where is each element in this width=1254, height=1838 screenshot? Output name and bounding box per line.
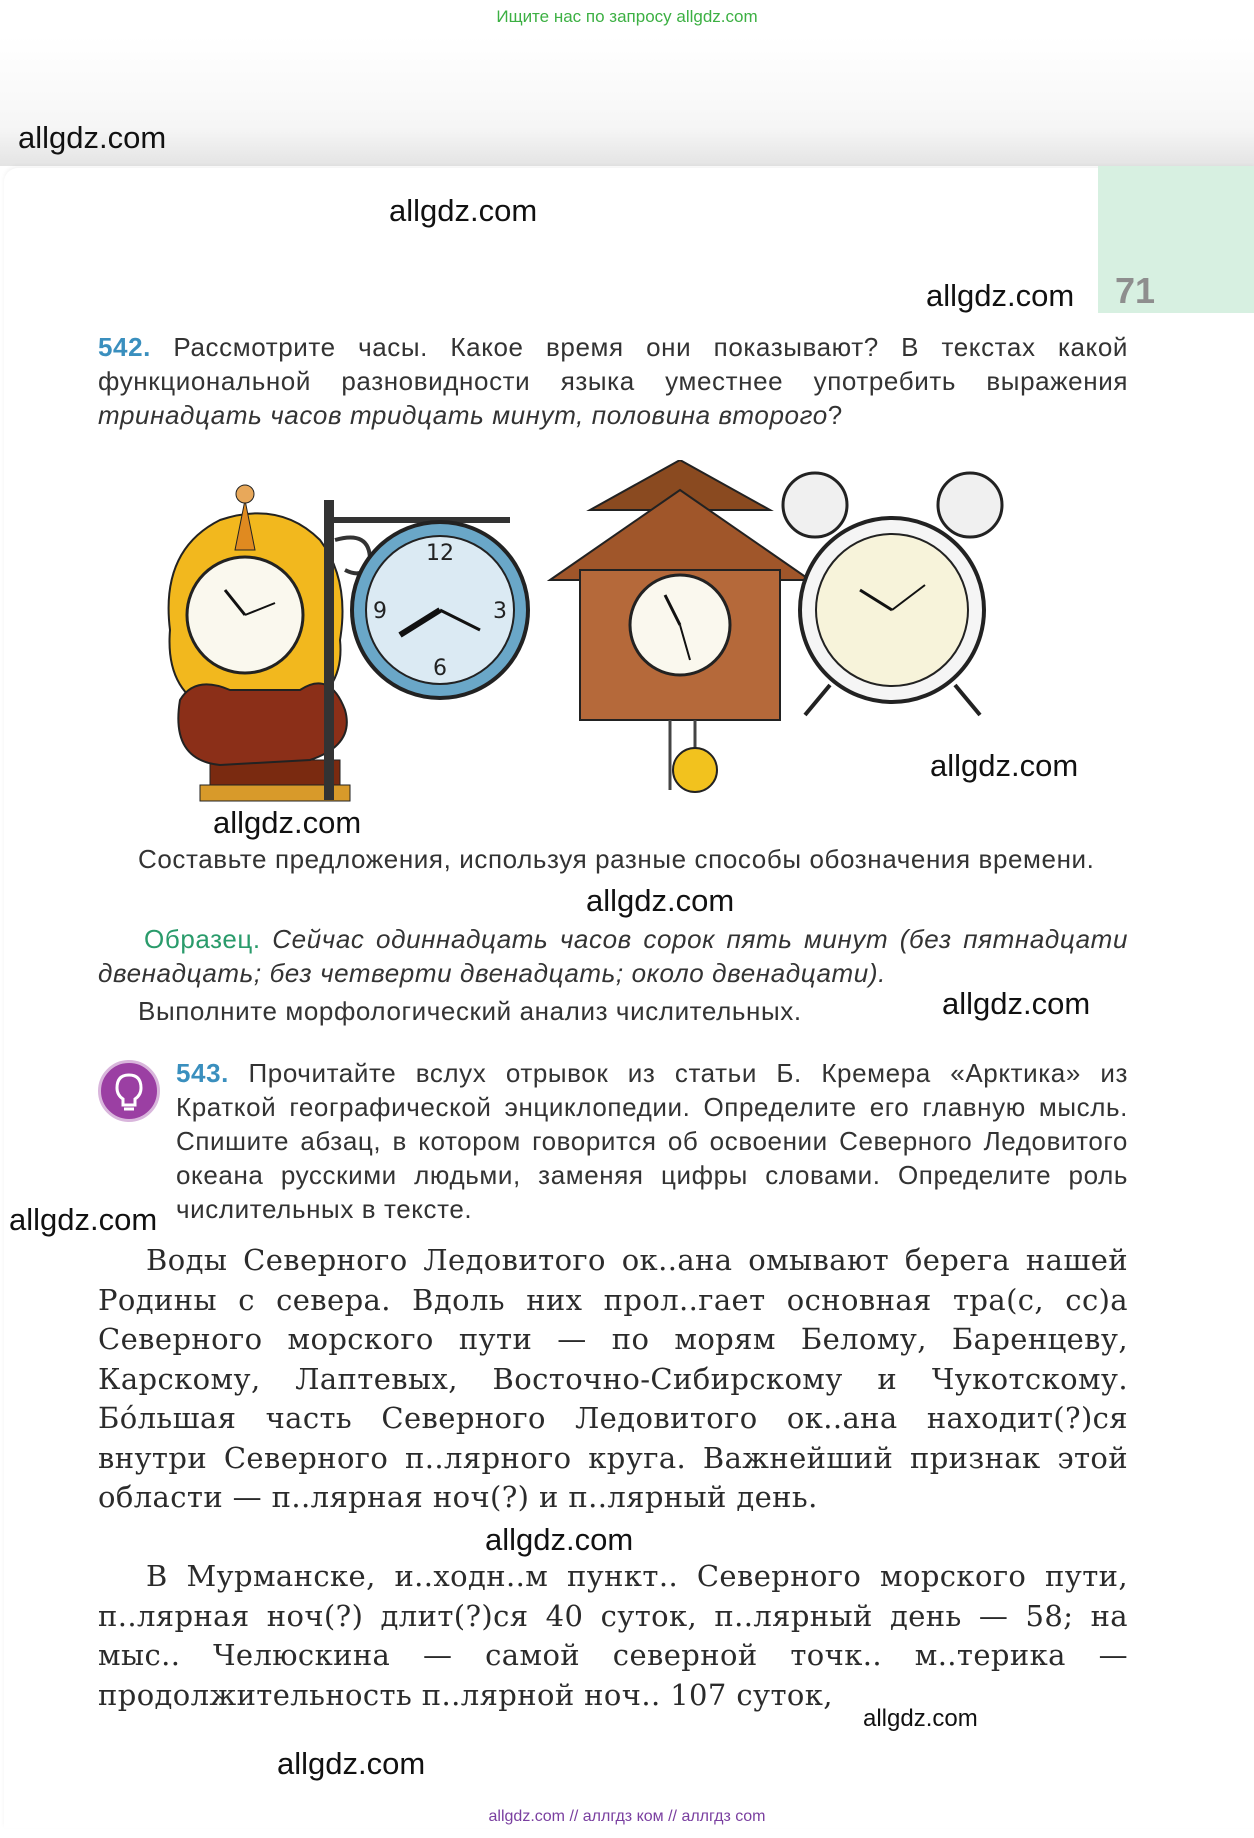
street-clock-numeral-3: 3: [493, 599, 507, 624]
watermark: allgdz.com: [9, 1202, 158, 1237]
sample-block: [98, 922, 1128, 990]
morph-instruction: Выполните морфологический анализ числительных.: [138, 996, 802, 1026]
watermark: allgdz.com: [926, 278, 1075, 313]
excerpt-paragraph-1: Воды Северного Ледовитого ок..ана омывают берега нашей Родины с севера. Вдоль них прол..гает основная тра(с, сс)а Северного морского пути — по морям Белому, Баренцеву, Карскому, Лаптевых, Восточно-Сибирскому и Чукотскому. Бо́льшая часть Северного Ледовитого ок..ана находит(?)ся внутри Северного п..лярного круга. Важнейший признак этой области — п..лярная ноч(?) и п..лярный день.: [98, 1243, 1128, 1514]
lightbulb-icon: [98, 1060, 160, 1122]
compose-instruction: Составьте предложения, используя разные способы обозначения времени.: [138, 844, 1095, 874]
watermark: allgdz.com: [942, 986, 1091, 1021]
task-543-text: [176, 1056, 1128, 1226]
street-clock-numeral-12: 12: [426, 541, 454, 566]
task-543-number: 543.: [176, 1058, 230, 1088]
cuckoo-clock: [550, 460, 810, 792]
footer-links[interactable]: allgdz.com // аллгдз ком // аллгдз com: [488, 1808, 766, 1825]
ornate-mantel-clock: [169, 485, 350, 801]
sample-text: Сейчас одиннадцать часов сорок пять минут (без пятнадцати двенадцать; без четверти двенадцать; около двенадцати).: [98, 924, 1129, 988]
task-542-number: 542.: [98, 332, 152, 362]
task-542-body: Рассмотрите часы. Какое время они показывают? В текстах какой функциональной разновидности языка уместнее употребить выражения: [98, 332, 1128, 396]
watermark: allgdz.com: [586, 883, 735, 918]
alarm-clock: [783, 473, 1002, 715]
task-542-text: [98, 330, 1128, 432]
task-542-end: ?: [827, 400, 843, 430]
excerpt-paragraph-2: В Мурманске, и..ходн..м пункт.. Северного морского пути, п..лярная ноч(?) длит(?)ся 40 суток, п..лярный день — 58; на мыс.. Челюскина — самой северной точк.. м..терика — продолжительность п..лярной ноч.. 107 суток,: [98, 1559, 1128, 1712]
top-banner[interactable]: Ищите нас по запросу allgdz.com: [496, 7, 758, 26]
street-clock-numeral-6: 6: [433, 656, 447, 681]
watermark: allgdz.com: [930, 748, 1079, 783]
top-gray-band: [0, 36, 1254, 166]
watermark: allgdz.com: [213, 805, 362, 840]
watermark: allgdz.com: [277, 1746, 426, 1781]
street-clock: [324, 500, 528, 800]
watermark: allgdz.com: [485, 1522, 634, 1557]
watermark: allgdz.com: [863, 1705, 978, 1732]
task-543-body: Прочитайте вслух отрывок из статьи Б. Кремера «Арктика» из Краткой географической энциклопедии. Определите его главную мысль. Спишите абзац, в котором говорится об освоении Северного Ледовитого океана русскими людьми, заменяя цифры словами. Определите роль числительных в тексте.: [176, 1058, 1128, 1224]
watermark: allgdz.com: [389, 193, 538, 228]
page-number: 71: [1115, 270, 1156, 311]
sample-label: Образец.: [144, 924, 261, 954]
task-542-italic: тринадцать часов тридцать минут, половина второго: [98, 400, 828, 430]
watermark: allgdz.com: [18, 120, 167, 155]
street-clock-numeral-9: 9: [373, 599, 387, 624]
